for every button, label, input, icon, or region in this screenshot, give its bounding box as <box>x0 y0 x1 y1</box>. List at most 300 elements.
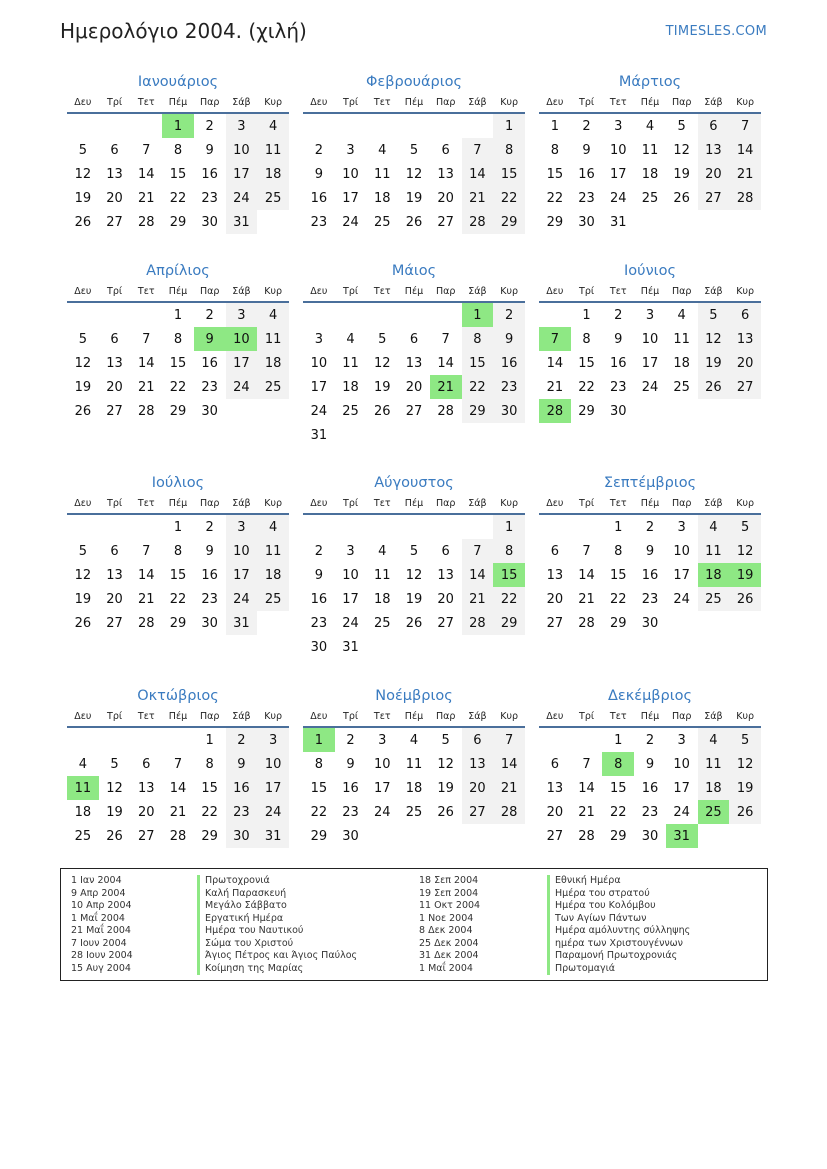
day-cell: 7 <box>493 727 525 752</box>
day-cell: 12 <box>106 780 123 796</box>
weekday-header: Παρ <box>666 95 698 113</box>
day-cell: 7 <box>729 113 761 138</box>
day-cell: 28 <box>539 399 571 423</box>
day-cell: 24 <box>373 804 391 820</box>
holiday-name: ημέρα των Χριστουγέννων <box>547 938 690 951</box>
day-cell: 18 <box>74 804 92 820</box>
holiday-name: Των Αγίων Πάντων <box>547 913 690 926</box>
day-cell: 28 <box>437 403 454 419</box>
month-block <box>67 472 289 635</box>
day-cell: 3 <box>257 727 289 752</box>
day-cell: 16 <box>578 166 595 182</box>
empty-cell <box>398 302 430 327</box>
day-cell: 5 <box>729 514 761 539</box>
empty-cell <box>666 210 698 234</box>
empty-cell <box>462 113 494 138</box>
day-cell: 11 <box>257 138 289 162</box>
day-cell: 9 <box>314 166 323 182</box>
day-cell: 20 <box>462 776 494 800</box>
day-cell: 31 <box>310 427 328 443</box>
empty-cell <box>462 824 494 848</box>
day-cell: 31 <box>342 639 359 655</box>
day-cell: 14 <box>546 355 564 371</box>
empty-cell <box>366 113 398 138</box>
day-cell: 22 <box>578 379 595 395</box>
day-cell: 23 <box>641 804 659 820</box>
day-cell: 5 <box>110 756 119 772</box>
empty-cell <box>366 302 398 327</box>
holiday-date: 10 Απρ 2004 <box>71 900 132 911</box>
empty-cell <box>634 399 666 423</box>
month-title: Απρίλιος <box>146 263 210 279</box>
weekday-header: Τρί <box>571 284 603 302</box>
day-cell: 13 <box>106 355 123 371</box>
day-cell: 11 <box>342 355 359 371</box>
weekday-header: Πέμ <box>162 709 194 727</box>
day-cell: 6 <box>142 756 151 772</box>
day-cell: 11 <box>257 327 289 351</box>
day-cell: 30 <box>310 639 328 655</box>
weekday-header: Σάβ <box>698 496 730 514</box>
holiday-name: Ημέρα του Ναυτικού <box>197 925 357 938</box>
day-cell: 9 <box>614 331 623 347</box>
day-cell: 19 <box>74 379 92 395</box>
day-cell: 25 <box>257 186 289 210</box>
day-cell: 7 <box>142 543 151 559</box>
day-cell: 1 <box>550 118 559 134</box>
day-cell: 14 <box>137 166 155 182</box>
day-cell: 26 <box>106 828 123 844</box>
day-cell: 19 <box>74 190 92 206</box>
weekday-header: Τετ <box>602 496 634 514</box>
day-cell: 26 <box>405 214 423 230</box>
day-cell: 12 <box>673 142 690 158</box>
day-cell: 3 <box>346 142 355 158</box>
day-cell: 29 <box>201 828 218 844</box>
day-cell: 1 <box>173 519 183 535</box>
day-cell: 18 <box>698 563 730 587</box>
day-cell: 17 <box>310 379 328 395</box>
holiday-name: Άγιος Πέτρος και Άγιος Παύλος <box>197 950 357 963</box>
day-cell: 4 <box>257 302 289 327</box>
empty-cell <box>430 113 462 138</box>
day-cell: 15 <box>493 162 525 186</box>
month-block <box>303 260 525 447</box>
weekday-header: Πέμ <box>634 496 666 514</box>
weekday-header: Παρ <box>430 284 462 302</box>
weekday-header: Σάβ <box>226 709 258 727</box>
weekday-header: Πέμ <box>162 284 194 302</box>
day-cell: 19 <box>437 780 454 796</box>
day-cell: 28 <box>462 210 494 234</box>
weekday-header: Τρί <box>99 496 131 514</box>
day-cell: 13 <box>437 166 454 182</box>
empty-cell <box>366 635 398 659</box>
day-cell: 15 <box>609 780 627 796</box>
day-cell: 18 <box>673 355 690 371</box>
empty-cell <box>729 611 761 635</box>
day-cell: 5 <box>78 142 87 158</box>
day-cell: 19 <box>405 190 423 206</box>
day-cell: 25 <box>673 379 690 395</box>
day-cell: 21 <box>169 804 187 820</box>
empty-cell <box>539 302 571 327</box>
day-cell: 8 <box>582 331 591 347</box>
month-block <box>67 260 289 423</box>
weekday-header: Πέμ <box>634 709 666 727</box>
day-cell: 8 <box>602 752 634 776</box>
month-title: Ιανουάριος <box>137 74 219 90</box>
day-cell: 6 <box>462 727 494 752</box>
day-cell: 13 <box>106 567 123 583</box>
weekday-header: Δευ <box>539 496 571 514</box>
day-cell: 13 <box>437 567 454 583</box>
holiday-name: Πρωτομαγιά <box>547 963 690 976</box>
day-cell: 13 <box>405 355 423 371</box>
day-cell: 31 <box>666 824 698 848</box>
day-cell: 23 <box>226 800 258 824</box>
holiday-name: Ημέρα του Κολόμβου <box>547 900 690 913</box>
day-cell: 26 <box>729 587 761 611</box>
day-cell: 22 <box>609 804 627 820</box>
day-cell: 29 <box>462 399 494 423</box>
day-cell: 23 <box>342 804 359 820</box>
weekday-header: Παρ <box>666 496 698 514</box>
day-cell: 17 <box>226 162 258 186</box>
day-cell: 16 <box>641 567 659 583</box>
day-cell: 7 <box>582 756 591 772</box>
weekday-header: Τρί <box>335 284 367 302</box>
day-cell: 20 <box>437 190 454 206</box>
holiday-date: 1 Μαΐ 2004 <box>419 962 473 974</box>
day-cell: 16 <box>641 780 659 796</box>
month-grid <box>303 709 525 848</box>
day-cell: 30 <box>641 828 659 844</box>
month-title: Αύγουστος <box>374 475 454 491</box>
day-cell: 14 <box>578 567 595 583</box>
day-cell: 28 <box>137 615 155 631</box>
day-cell: 26 <box>74 214 92 230</box>
holiday-date: 9 Απρ 2004 <box>71 887 126 899</box>
weekday-header: Παρ <box>194 284 226 302</box>
empty-cell <box>99 113 131 138</box>
month-title: Φεβρουάριος <box>365 74 463 90</box>
weekday-header: Παρ <box>430 95 462 113</box>
weekday-header: Σάβ <box>698 95 730 113</box>
weekday-header: Δευ <box>303 284 335 302</box>
weekday-header: Τρί <box>335 95 367 113</box>
day-cell: 14 <box>729 138 761 162</box>
day-cell: 7 <box>142 331 151 347</box>
day-cell: 24 <box>226 375 258 399</box>
day-cell: 21 <box>462 587 494 611</box>
weekday-header: Παρ <box>194 95 226 113</box>
holiday-date: 28 Ιουν 2004 <box>71 950 133 961</box>
day-cell: 17 <box>342 591 359 607</box>
weekday-header: Κυρ <box>493 284 525 302</box>
day-cell: 9 <box>346 756 355 772</box>
holiday-name: Καλή Παρασκευή <box>197 888 357 901</box>
day-cell: 1 <box>173 307 183 323</box>
day-cell: 9 <box>582 142 591 158</box>
day-cell: 19 <box>729 563 761 587</box>
day-cell: 3 <box>226 514 258 539</box>
weekday-header: Τρί <box>99 284 131 302</box>
day-cell: 13 <box>137 780 155 796</box>
weekday-header: Πέμ <box>398 709 430 727</box>
empty-cell <box>398 635 430 659</box>
day-cell: 4 <box>346 331 355 347</box>
day-cell: 1 <box>493 514 525 539</box>
day-cell: 2 <box>346 732 355 748</box>
empty-cell <box>398 423 430 447</box>
day-cell: 8 <box>314 756 323 772</box>
day-cell: 24 <box>257 800 289 824</box>
day-cell: 20 <box>546 591 564 607</box>
day-cell: 1 <box>614 732 623 748</box>
weekday-header: Πέμ <box>634 284 666 302</box>
empty-cell <box>226 399 258 423</box>
month-title: Μάιος <box>391 263 437 279</box>
day-cell: 25 <box>74 828 92 844</box>
day-cell: 19 <box>373 379 391 395</box>
weekday-header: Κυρ <box>729 709 761 727</box>
empty-cell <box>430 423 462 447</box>
site-link[interactable]: TIMESLES.COM <box>665 24 767 39</box>
day-cell: 30 <box>641 615 659 631</box>
day-cell: 2 <box>205 118 214 134</box>
day-cell: 27 <box>462 800 494 824</box>
day-cell: 10 <box>641 331 659 347</box>
day-cell: 16 <box>609 355 627 371</box>
day-cell: 5 <box>409 142 419 158</box>
empty-cell <box>430 635 462 659</box>
day-cell: 15 <box>169 166 187 182</box>
weekday-header: Παρ <box>194 496 226 514</box>
day-cell: 14 <box>437 355 454 371</box>
weekday-header: Τρί <box>571 496 603 514</box>
day-cell: 3 <box>645 307 655 323</box>
weekday-header: Παρ <box>430 709 462 727</box>
empty-cell <box>666 399 698 423</box>
day-cell: 17 <box>641 355 659 371</box>
weekday-header: Σάβ <box>226 95 258 113</box>
day-cell: 12 <box>74 567 92 583</box>
empty-cell <box>634 210 666 234</box>
empty-cell <box>462 514 494 539</box>
day-cell: 29 <box>169 214 187 230</box>
day-cell: 29 <box>169 403 187 419</box>
day-cell: 14 <box>169 780 187 796</box>
holiday-date: 11 Οκτ 2004 <box>419 900 481 911</box>
day-cell: 28 <box>137 214 155 230</box>
day-cell: 25 <box>257 587 289 611</box>
day-cell: 27 <box>729 375 761 399</box>
day-cell: 15 <box>169 355 187 371</box>
weekday-header: Τετ <box>130 284 162 302</box>
day-cell: 25 <box>257 375 289 399</box>
holiday-date: 7 Ιουν 2004 <box>71 937 127 949</box>
day-cell: 26 <box>673 190 690 206</box>
day-cell: 5 <box>729 727 761 752</box>
day-cell: 3 <box>378 732 387 748</box>
day-cell: 1 <box>582 307 591 323</box>
empty-cell <box>335 302 367 327</box>
day-cell: 29 <box>609 828 627 844</box>
day-cell: 6 <box>729 302 761 327</box>
holiday-dates-col-2 <box>419 875 480 975</box>
empty-cell <box>493 423 525 447</box>
day-cell: 21 <box>729 162 761 186</box>
day-cell: 23 <box>310 615 328 631</box>
day-cell: 3 <box>226 113 258 138</box>
month-grid <box>539 709 761 848</box>
day-cell: 23 <box>201 190 218 206</box>
day-cell: 6 <box>110 543 119 559</box>
day-cell: 2 <box>493 302 525 327</box>
day-cell: 3 <box>677 519 686 535</box>
day-cell: 21 <box>578 804 595 820</box>
month-grid <box>67 496 289 635</box>
weekday-header: Κυρ <box>257 709 289 727</box>
empty-cell <box>366 514 398 539</box>
weekday-header: Δευ <box>539 95 571 113</box>
empty-cell <box>130 514 162 539</box>
weekday-header: Κυρ <box>493 709 525 727</box>
day-cell: 8 <box>493 539 525 563</box>
empty-cell <box>430 302 462 327</box>
day-cell: 11 <box>698 752 730 776</box>
day-cell: 3 <box>346 543 355 559</box>
weekday-header: Τρί <box>99 709 131 727</box>
holiday-name: Κοίμηση της Μαρίας <box>197 963 357 976</box>
day-cell: 13 <box>462 752 494 776</box>
day-cell: 16 <box>226 776 258 800</box>
day-cell: 2 <box>645 732 655 748</box>
month-block <box>303 472 525 659</box>
day-cell: 23 <box>201 591 218 607</box>
day-cell: 24 <box>342 214 359 230</box>
empty-cell <box>398 113 430 138</box>
empty-cell <box>539 514 571 539</box>
day-cell: 23 <box>310 214 328 230</box>
day-cell: 4 <box>645 118 655 134</box>
day-cell: 13 <box>698 138 730 162</box>
day-cell: 16 <box>310 190 328 206</box>
day-cell: 24 <box>641 379 659 395</box>
weekday-header: Δευ <box>67 709 99 727</box>
empty-cell <box>257 611 289 635</box>
day-cell: 31 <box>226 611 258 635</box>
empty-cell <box>698 210 730 234</box>
weekday-header: Τετ <box>366 709 398 727</box>
day-cell: 1 <box>162 113 194 138</box>
weekday-header: Σάβ <box>462 496 494 514</box>
month-grid <box>67 709 289 848</box>
month-title: Νοέμβριος <box>375 688 453 704</box>
holiday-name: Εργατική Ημέρα <box>197 913 357 926</box>
holiday-dates-col-1 <box>71 875 133 975</box>
day-cell: 10 <box>226 327 258 351</box>
month-block <box>67 685 289 848</box>
empty-cell <box>729 210 761 234</box>
day-cell: 13 <box>729 327 761 351</box>
day-cell: 17 <box>609 166 627 182</box>
day-cell: 8 <box>173 543 183 559</box>
day-cell: 4 <box>78 756 87 772</box>
day-cell: 14 <box>493 752 525 776</box>
empty-cell <box>366 423 398 447</box>
empty-cell <box>493 635 525 659</box>
day-cell: 14 <box>137 567 155 583</box>
empty-cell <box>430 514 462 539</box>
day-cell: 17 <box>673 780 690 796</box>
day-cell: 2 <box>314 543 323 559</box>
day-cell: 22 <box>546 190 564 206</box>
holiday-date: 1 Νοε 2004 <box>419 912 474 924</box>
empty-cell <box>666 611 698 635</box>
day-cell: 12 <box>698 327 730 351</box>
holiday-date: 18 Σεπ 2004 <box>419 875 479 886</box>
holiday-name: Σώμα του Χριστού <box>197 938 357 951</box>
day-cell: 27 <box>437 615 454 631</box>
empty-cell <box>398 824 430 848</box>
day-cell: 3 <box>314 331 323 347</box>
month-block <box>539 260 761 423</box>
day-cell: 27 <box>546 828 564 844</box>
day-cell: 5 <box>409 543 419 559</box>
day-cell: 8 <box>205 756 214 772</box>
day-cell: 18 <box>257 162 289 186</box>
day-cell: 4 <box>698 727 730 752</box>
day-cell: 1 <box>205 732 214 748</box>
day-cell: 14 <box>462 563 494 587</box>
day-cell: 4 <box>378 543 387 559</box>
day-cell: 22 <box>462 375 494 399</box>
day-cell: 22 <box>201 804 218 820</box>
day-cell: 27 <box>106 615 123 631</box>
day-cell: 23 <box>641 591 659 607</box>
day-cell: 8 <box>173 142 183 158</box>
page-title: Ημερολόγιο 2004. (χιλή) <box>60 19 307 43</box>
day-cell: 28 <box>169 828 187 844</box>
day-cell: 28 <box>137 403 155 419</box>
day-cell: 2 <box>645 519 655 535</box>
weekday-header: Πέμ <box>634 95 666 113</box>
day-cell: 11 <box>673 331 690 347</box>
day-cell: 29 <box>609 615 627 631</box>
day-cell: 21 <box>578 591 595 607</box>
weekday-header: Δευ <box>67 284 99 302</box>
day-cell: 9 <box>645 543 655 559</box>
day-cell: 16 <box>201 355 218 371</box>
day-cell: 28 <box>578 615 595 631</box>
empty-cell <box>303 514 335 539</box>
day-cell: 7 <box>462 138 494 162</box>
day-cell: 10 <box>342 567 359 583</box>
day-cell: 28 <box>493 800 525 824</box>
weekday-header: Τρί <box>335 709 367 727</box>
empty-cell <box>366 824 398 848</box>
day-cell: 6 <box>110 331 119 347</box>
month-title: Ιούλιος <box>151 475 205 491</box>
day-cell: 15 <box>609 567 627 583</box>
day-cell: 20 <box>106 379 123 395</box>
day-cell: 20 <box>437 591 454 607</box>
day-cell: 20 <box>106 190 123 206</box>
day-cell: 26 <box>74 403 92 419</box>
empty-cell <box>698 611 730 635</box>
